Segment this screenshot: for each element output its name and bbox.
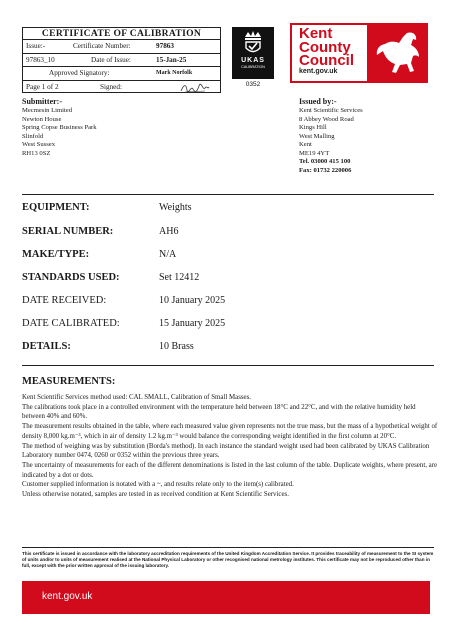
issuer-line: Kent Scientific Services bbox=[299, 107, 363, 114]
page-label: Page 1 of 2 bbox=[26, 82, 59, 91]
signatory-label: Approved Signatory: bbox=[49, 69, 110, 77]
submitter-heading: Submitter:- bbox=[22, 97, 62, 106]
kent-horse-panel bbox=[367, 25, 428, 81]
issuer-line: 8 Abbey Wood Road bbox=[299, 115, 354, 123]
details-value: 10 Brass bbox=[159, 341, 194, 352]
certificate-box bbox=[22, 27, 221, 93]
make-value: N/A bbox=[159, 249, 177, 260]
divider bbox=[22, 365, 434, 366]
signatory-value: Mark Norfolk bbox=[156, 70, 193, 76]
issuer-heading: Issued by:- bbox=[299, 97, 337, 106]
ukas-word: UKAS bbox=[241, 57, 265, 64]
certificate-row-number bbox=[23, 40, 220, 54]
submitter-line: Slinfold bbox=[22, 132, 44, 140]
divider bbox=[22, 547, 434, 548]
footer-bar bbox=[22, 581, 430, 614]
date-calibrated-label: DATE CALIBRATED: bbox=[22, 318, 120, 329]
kent-logo-line2: County bbox=[299, 38, 351, 56]
signed-label: Signed: bbox=[100, 82, 122, 91]
kent-logo-line3: Council bbox=[299, 52, 354, 69]
standards-label: STANDARDS USED: bbox=[22, 272, 120, 283]
accreditation-footnote: This certificate is issued in accordance with the laboratory accreditation requirements of the United Kingdom Accreditation Service. It provides traceability of measurement to the SI system of units and/or to units of measurement realised at the National Physical Laboratory or other recognised national metrology institutes. This certificate may not be reproduced other than in full, except with the prior written approval of the issuing laboratory. bbox=[22, 551, 434, 569]
measurements-paragraph: Kent Scientific Services method used: CAL SMALL, Calibration of Small Masses. bbox=[22, 394, 252, 401]
submitter-line: RH13 0SZ bbox=[22, 149, 51, 157]
issuer-line: ME19 4YT bbox=[299, 149, 330, 157]
issue-label: Issue:- bbox=[26, 42, 46, 50]
issue-value: 97863_10 bbox=[26, 55, 55, 64]
kent-county-council-logo bbox=[290, 23, 428, 83]
kent-logo-text bbox=[299, 27, 354, 68]
footer-url: kent.gov.uk bbox=[42, 591, 93, 602]
submitter-block bbox=[22, 97, 97, 158]
measurements-paragraph: The method of weighing was by substitution (Borda's method). In each instance the standard weight used had been calibrated by UKAS Calibration Laboratory number 0474, 0260 or 0352 within the previous three years. bbox=[22, 442, 430, 460]
issuer-fax: Fax: 01732 220006 bbox=[299, 166, 352, 174]
issuer-line: West Malling bbox=[299, 132, 335, 140]
date-of-issue-label: Date of Issue: bbox=[91, 55, 131, 64]
crown-tick-icon bbox=[242, 30, 264, 56]
ukas-logo bbox=[232, 27, 274, 88]
ukas-mark bbox=[232, 27, 274, 79]
issuer-block bbox=[299, 97, 363, 175]
submitter-line: Spring Copse Business Park bbox=[22, 124, 97, 131]
divider bbox=[22, 194, 434, 195]
measurements-body bbox=[22, 393, 438, 500]
certificate-number-value: 97863 bbox=[156, 42, 174, 50]
measurements-paragraph: Unless otherwise notated, samples are tested in as received condition at Kent Scientific Services. bbox=[22, 491, 289, 499]
standards-value: Set 12412 bbox=[159, 272, 200, 283]
measurements-heading: MEASUREMENTS: bbox=[22, 376, 116, 387]
certificate-title: CERTIFICATE OF CALIBRATION bbox=[23, 28, 220, 40]
measurements-paragraph: The uncertainty of measurements for each of the different denominations is listed in the last column of the table. Duplicate weights, where present, are indicated by a dot or dots. bbox=[22, 461, 438, 479]
date-of-issue-value: 15-Jan-25 bbox=[156, 55, 187, 64]
submitter-line: West Sussex bbox=[22, 141, 55, 148]
certificate-row-date bbox=[23, 54, 220, 68]
equipment-value: Weights bbox=[159, 202, 192, 213]
measurements-paragraph: Customer supplied information is notated with a ~, and results relate only to the item(s) calibrated. bbox=[22, 481, 294, 489]
ukas-number: 0352 bbox=[245, 81, 261, 88]
issuer-tel: Tel. 03000 415 100 bbox=[299, 158, 351, 165]
issuer-line: Kent bbox=[299, 141, 312, 148]
date-received-value: 10 January 2025 bbox=[159, 295, 226, 306]
equipment-label: EQUIPMENT: bbox=[22, 202, 90, 213]
horse-icon bbox=[367, 25, 428, 81]
kent-logo-url: kent.gov.uk bbox=[299, 68, 338, 75]
measurements-paragraph: The measurement results obtained in the table, where each measured value given represents not the true mass, but the mass of a hypothetical weight of density 8,000 kg.m⁻³, which in air of density 1.2 kg.m⁻³ would balance the corresponding weight identified in the first column at 20°C. bbox=[22, 423, 438, 440]
measurements-paragraph: The calibrations took place in a controlled environment with the temperature held between 18°C and 22°C, and with the relative humidity held between 40% and 60%. bbox=[22, 403, 416, 421]
issuer-line: Kings Hill bbox=[299, 124, 327, 131]
ukas-sub: CALIBRATION bbox=[241, 65, 265, 69]
details-label: DETAILS: bbox=[22, 341, 71, 352]
date-received-label: DATE RECEIVED: bbox=[22, 295, 107, 306]
certificate-number-label: Certificate Number: bbox=[73, 42, 131, 50]
signature-icon bbox=[179, 82, 211, 94]
serial-label: SERIAL NUMBER: bbox=[22, 226, 114, 237]
kent-logo-line1: Kent bbox=[299, 25, 333, 42]
certificate-row-page bbox=[23, 81, 220, 95]
make-label: MAKE/TYPE: bbox=[22, 249, 90, 260]
certificate-row-signatory bbox=[23, 67, 220, 81]
submitter-line: Mecmesin Limited bbox=[22, 107, 72, 114]
date-calibrated-value: 15 January 2025 bbox=[159, 318, 226, 329]
submitter-line: Newton House bbox=[22, 115, 62, 123]
serial-value: AH6 bbox=[159, 226, 179, 237]
